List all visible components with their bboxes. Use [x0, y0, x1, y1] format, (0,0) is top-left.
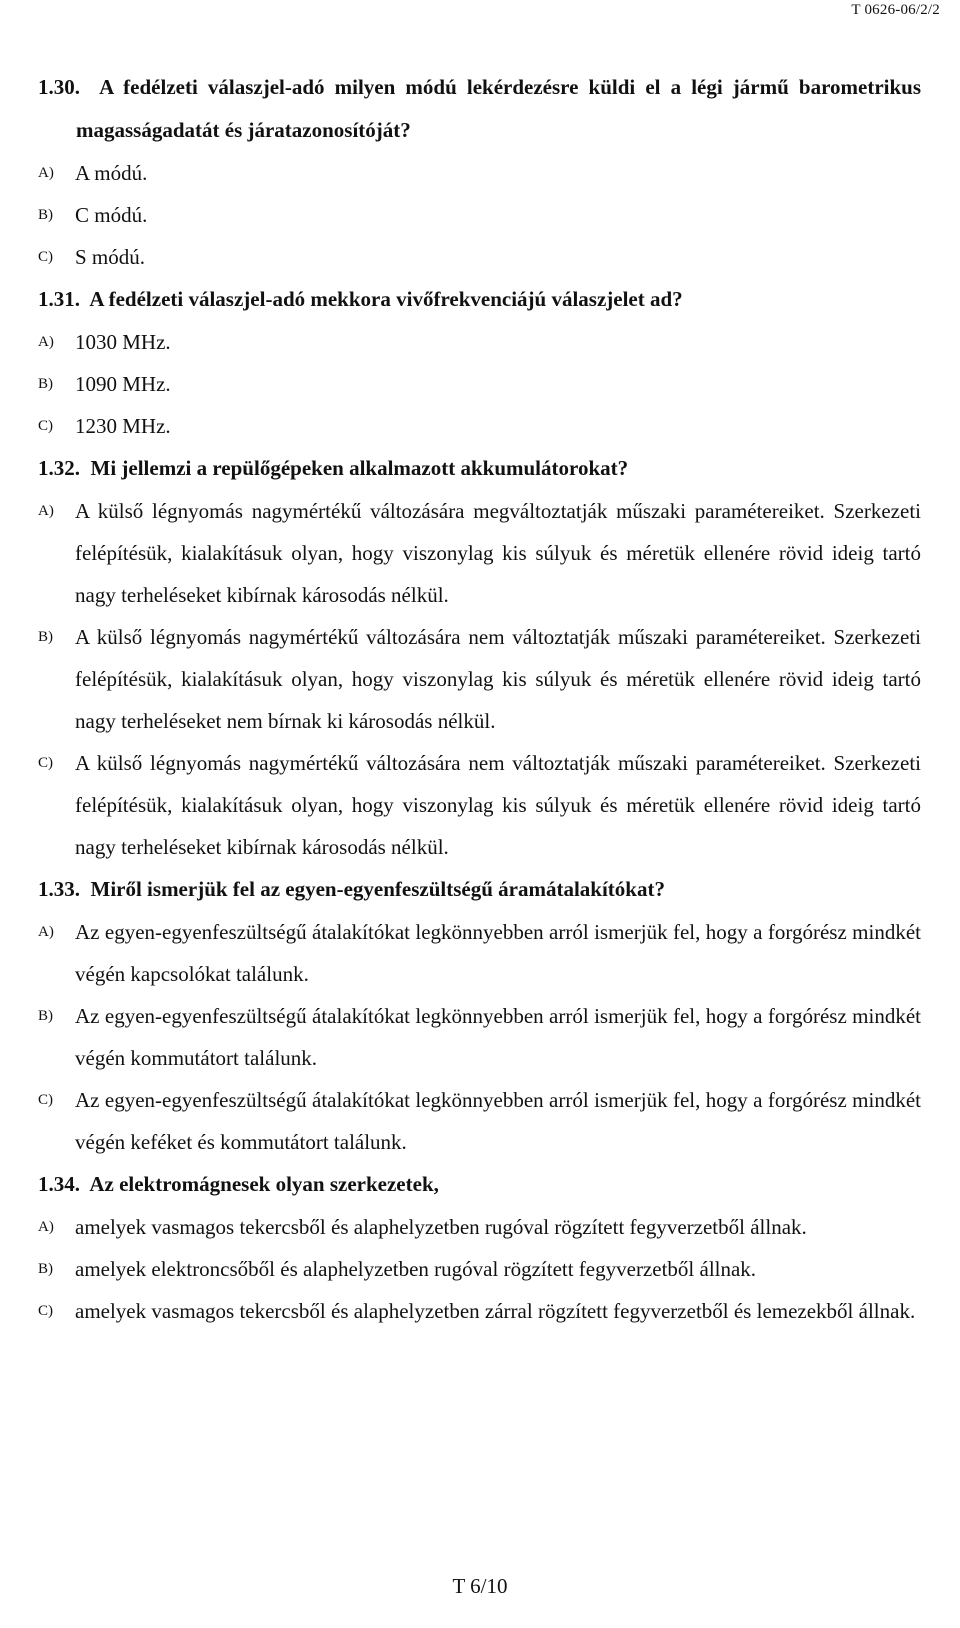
- question-title: [38, 447, 921, 490]
- option-c: [38, 405, 921, 447]
- option-a: [38, 911, 921, 995]
- option-text: A módú.: [75, 161, 148, 185]
- option-letter: A): [38, 503, 54, 519]
- option-a: [38, 321, 921, 363]
- question-number: 1.32.: [38, 456, 80, 480]
- option-letter: B): [38, 1261, 53, 1277]
- question-title: [38, 868, 921, 911]
- option-b: [38, 1248, 921, 1290]
- option-text: Az egyen-egyenfeszültségű átalakítókat legkönnyebben arról ismerjük fel, hogy a forgórész mindkét végén keféket és kommutátort találunk.: [75, 1088, 921, 1154]
- option-letter: C): [38, 249, 53, 265]
- option-text: Az egyen-egyenfeszültségű átalakítókat legkönnyebben arról ismerjük fel, hogy a forgórész mindkét végén kapcsolókat találunk.: [75, 920, 921, 986]
- question-1-31: [38, 278, 921, 447]
- question-title: [38, 66, 921, 152]
- question-1-34: [38, 1163, 921, 1332]
- option-letter: A): [38, 165, 54, 181]
- option-text: S módú.: [75, 245, 146, 269]
- question-number: 1.33.: [38, 877, 80, 901]
- option-letter: B): [38, 1008, 53, 1024]
- option-letter: C): [38, 1092, 53, 1108]
- option-b: [38, 995, 921, 1079]
- option-letter: A): [38, 924, 54, 940]
- option-text: amelyek vasmagos tekercsből és alaphelyzetben rugóval rögzített fegyverzetből állnak.: [75, 1215, 807, 1239]
- option-letter: A): [38, 334, 54, 350]
- option-c: [38, 742, 921, 868]
- question-title: [38, 278, 921, 321]
- option-text: amelyek vasmagos tekercsből és alaphelyzetben zárral rögzített fegyverzetből és lemezekből állnak.: [75, 1299, 916, 1323]
- question-number: 1.34.: [38, 1172, 80, 1196]
- option-a: [38, 490, 921, 616]
- option-c: [38, 1290, 921, 1332]
- document-code: T 0626-06/2/2: [851, 2, 940, 18]
- option-text: A külső légnyomás nagymértékű változására megváltoztatják műszaki paramétereiket. Szerkezeti felépítésük, kialakításuk olyan, hogy viszonylag kis súlyuk és méretük ellenére rövid ideig tartó nagy terheléseket kibírnak károsodás nélkül.: [75, 499, 921, 607]
- option-text: A külső légnyomás nagymértékű változására nem változtatják műszaki paramétereiket. Szerkezeti felépítésük, kialakításuk olyan, hogy viszonylag kis súlyuk és méretük ellenére rövid ideig tartó nagy terheléseket kibírnak károsodás nélkül.: [75, 751, 921, 859]
- option-letter: C): [38, 418, 53, 434]
- question-1-32: [38, 447, 921, 868]
- question-list: [38, 66, 921, 1332]
- option-b: [38, 616, 921, 742]
- option-text: C módú.: [75, 203, 148, 227]
- option-letter: B): [38, 629, 53, 645]
- option-a: [38, 1206, 921, 1248]
- option-letter: C): [38, 755, 53, 771]
- option-c: [38, 236, 921, 278]
- option-text: Az egyen-egyenfeszültségű átalakítókat legkönnyebben arról ismerjük fel, hogy a forgórész mindkét végén kommutátort találunk.: [75, 1004, 921, 1070]
- option-a: [38, 152, 921, 194]
- question-title: [38, 1163, 921, 1206]
- option-text: A külső légnyomás nagymértékű változására nem változtatják műszaki paramétereiket. Szerkezeti felépítésük, kialakításuk olyan, hogy viszonylag kis súlyuk és méretük ellenére rövid ideig tartó nagy terheléseket nem bírnak ki károsodás nélkül.: [75, 625, 921, 733]
- option-c: [38, 1079, 921, 1163]
- option-b: [38, 194, 921, 236]
- question-text: A fedélzeti válaszjel-adó milyen módú lekérdezésre küldi el a légi jármű barometrikus magasságadatát és járatazonosítóját?: [76, 75, 922, 142]
- option-letter: B): [38, 376, 53, 392]
- option-letter: A): [38, 1219, 54, 1235]
- question-number: 1.31.: [38, 287, 80, 311]
- question-1-30: [38, 66, 921, 278]
- option-b: [38, 363, 921, 405]
- question-text: A fedélzeti válaszjel-adó mekkora vivőfrekvenciájú válaszjelet ad?: [89, 287, 683, 311]
- option-letter: C): [38, 1303, 53, 1319]
- option-text: amelyek elektroncsőből és alaphelyzetben rugóval rögzített fegyverzetből állnak.: [75, 1257, 757, 1281]
- option-letter: B): [38, 207, 53, 223]
- question-text: Miről ismerjük fel az egyen-egyenfeszültségű áramátalakítókat?: [90, 877, 665, 901]
- option-text: 1030 MHz.: [75, 330, 171, 354]
- question-text: Mi jellemzi a repülőgépeken alkalmazott akkumulátorokat?: [90, 456, 629, 480]
- page-number: T 6/10: [452, 1574, 508, 1598]
- option-text: 1090 MHz.: [75, 372, 171, 396]
- question-1-33: [38, 868, 921, 1163]
- question-text: Az elektromágnesek olyan szerkezetek,: [89, 1172, 439, 1196]
- option-text: 1230 MHz.: [75, 414, 171, 438]
- question-number: 1.30.: [38, 75, 80, 99]
